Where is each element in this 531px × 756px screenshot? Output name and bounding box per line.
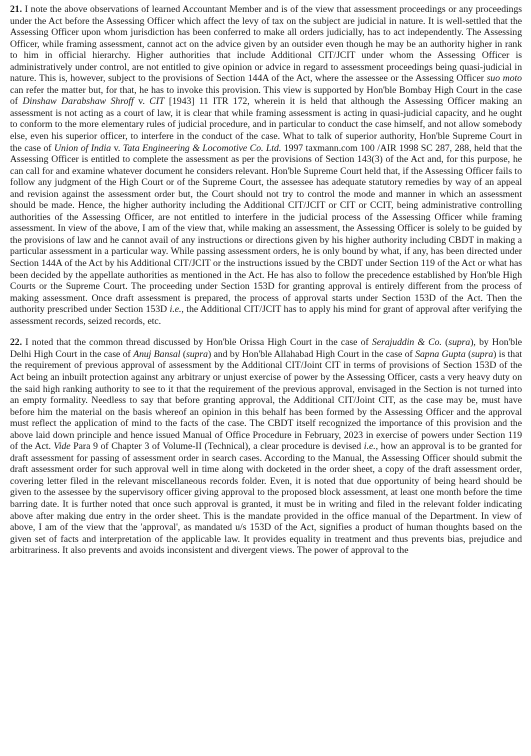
text-run: , how an approval is to be granted for draft assessment for passing of assessment order in search cases. According to the Manual, the Assessing Officer should submit the draft assessment order for such approval well in time along with docketed in the order sheet, a copy of the draft assessment order, covering letter filed in the relevant miscellaneous records folder. Even, it is noted that due opportunity of being heard should be given to the assessee by the supervisory officer giving approval to the proposed block assessment, at least one month before the time barring date. It is further noted that once such approval is granted, it must be in writing and filed in the relevant folder indicating above after making due entry in the order sheet. This is the mandate provided in the office manual of the Department. In view of above, I am of the view that the 'approval', as mandated u/s 153D of the Act, signifies a product of human thoughts based on the given set of facts and interpretation of the applicable law. It provides equality in treatment and thus prevents bias, prejudice and arbitrariness. It also prevents and avoids inconsistent and divergent views. The power of approval to the <box>10 441 522 557</box>
italic-citation: suo moto <box>486 73 522 85</box>
paragraph-number: 21. <box>10 4 22 15</box>
italic-citation: Sapna Gupta <box>415 348 466 360</box>
text-run: Para 9 of Chapter 3 of Volume-II (Technical), a clear procedure is devised <box>70 441 364 453</box>
text-run: , the Additional CIT/JCIT has to apply his mind for grant of approval after verifying the assessment records, seized records, etc. <box>10 304 522 327</box>
text-run: 1997 taxmann.com 100 /AIR 1998 SC 287, 288, held that the Assessing Officer is entitled to complete the assessment as per the provisions of Section 143(3) of the Act and, for this purpose, he can call for and examine whatever document he considers relevant. Hon'ble Supreme Court held that, if the Assessing Officer fails to follow any judgment of the High Court or of the Supreme Court, the assessee has adequate statutory remedies by way of an appeal and revision against the assessment order but, the Court should not try to control the mode and manner in which an assessment should be made. Hence, the higher authority including the Additional CIT/JCIT or CIT or CCIT, being administrative controlling authorities of the Assessing Officer, are not entitled to interfere in the judicial process of the Assessing Officer while framing assessment. In view of the above, I am of the view that, while making an assessment, the Assessing Officer is solely to be guided by the provisions of law and he cannot avail of any instructions or directions given by his higher authority including CBDT in making a particular assessment in a particular way. While passing assessment orders, he is only bound by what, if any, has been directed under Section 144A of the Act by his Additional CIT/JCIT or the instructions issued by the CBDT under Section 119 of the Act or what has been decided by the appellate authorities as mentioned in the Act. He has also to follow the precedence established by Hon'ble High Courts or the Supreme Court. The proceeding under Section 153D for granting approval is entirely different from the process of making assessment. Once draft assessment is prepared, the process of approval starts under Section 153D of the Act. Then the authority prescribed under Section 153D <box>10 142 522 316</box>
text-run: v. <box>111 142 123 154</box>
text-run: ), by Hon'ble Delhi High Court in the case of <box>10 337 523 360</box>
text-run: can refer the matter but, for that, he has to invoke this provision. This view is supported by Hon'ble Bombay High Court in the case of <box>10 84 522 108</box>
text-run: I note the above observations of learned Accountant Member and is of the view that assessment proceedings or any proceedings under the Act before the Assessing Officer which affect the levy of tax on the subject are judicial in nature. It is well-settled that the Assessing Officer upon whom jurisdiction has been conferred to make all orders judicially, has to act independently. The Assessing Officer, while framing assessment, cannot act on the advice given by an outsider even though he may be an authority higher in rank to him in official hierarchy. Higher authorities that include Additional CIT/JCIT under whom the Assessing Officer is administratively under control, are not entitled to give opinion or advice in regard to assessment proceedings being quasi-judicial in nature. This is, however, subject to the provisions of Section 144A of the Act, where the assessee or the Assessing Officer <box>10 4 522 85</box>
paragraph-22 <box>10 337 522 556</box>
text-run: ( <box>465 348 472 360</box>
text-run: I noted that the common thread discussed by Hon'ble Orissa High Court in the case of <box>22 337 373 349</box>
text-run: ( <box>180 348 187 360</box>
text-run: ( <box>441 337 449 349</box>
italic-citation: Dinshaw Darabshaw Shroff <box>22 96 134 108</box>
text-run: ) and by Hon'ble Allahabad High Court in the case of <box>207 348 416 360</box>
italic-citation: supra <box>186 348 208 360</box>
italic-citation: CIT <box>149 96 165 108</box>
text-run: [1943] 11 ITR 172, wherein it is held that although the Assessing Officer making an assessment is not acting as a court of law, it is clear that while framing assessment is acting in quasi-judicial capacity, and he ought to conform to the more elementary rules of judicial procedure, and in particular to conduct the case himself, and not allow somebody else, even his superior officer, to interfere in the conduct of the case. What to talk of superior authority, Hon'ble Supreme Court in the case of <box>10 96 522 154</box>
paragraph-body <box>10 4 522 327</box>
italic-citation: Union of India <box>54 142 112 154</box>
italic-citation: i.e. <box>363 441 376 453</box>
paragraph-body <box>10 337 522 556</box>
text-run: v. <box>133 96 150 108</box>
text-run: ) is that the requirement of previous approval of assessment by the Additional CIT/Joint CIT in terms of provisions of Section 153D of the Act being an inbuilt protection against any arbitrary or unjust exercise of power by the Assessing Officer, casts a very heavy duty on the said high ranking authority to see to it that the requirement of the previous approval, envisaged in the Section is not turned into an empty formality. Needless to say that before granting approval, the Additional CIT/Joint CIT, as the case may be, must have before him the material on the basis whereof an opinion in this behalf has been formed by the Assessing Officer and the approval must reflect the application of mind to the facts of the case. The CBDT itself recognized the importance of this provision and the above laid down principle and hence issued Manual of Office Procedure in February, 2023 in exercise of powers under Section 119 of the Act. <box>10 348 523 453</box>
italic-citation: Vide <box>53 441 71 453</box>
paragraph-21 <box>10 4 522 327</box>
italic-citation: i.e. <box>169 304 182 316</box>
italic-citation: Tata Engineering & Locomotive Co. Ltd. <box>122 142 282 154</box>
paragraph-number: 22. <box>10 337 22 349</box>
document-page <box>10 4 522 567</box>
italic-citation: Anuj Bansal <box>133 348 181 360</box>
italic-citation: Serajuddin & Co. <box>372 337 442 349</box>
italic-citation: supra <box>471 348 494 360</box>
italic-citation: supra <box>448 337 471 349</box>
